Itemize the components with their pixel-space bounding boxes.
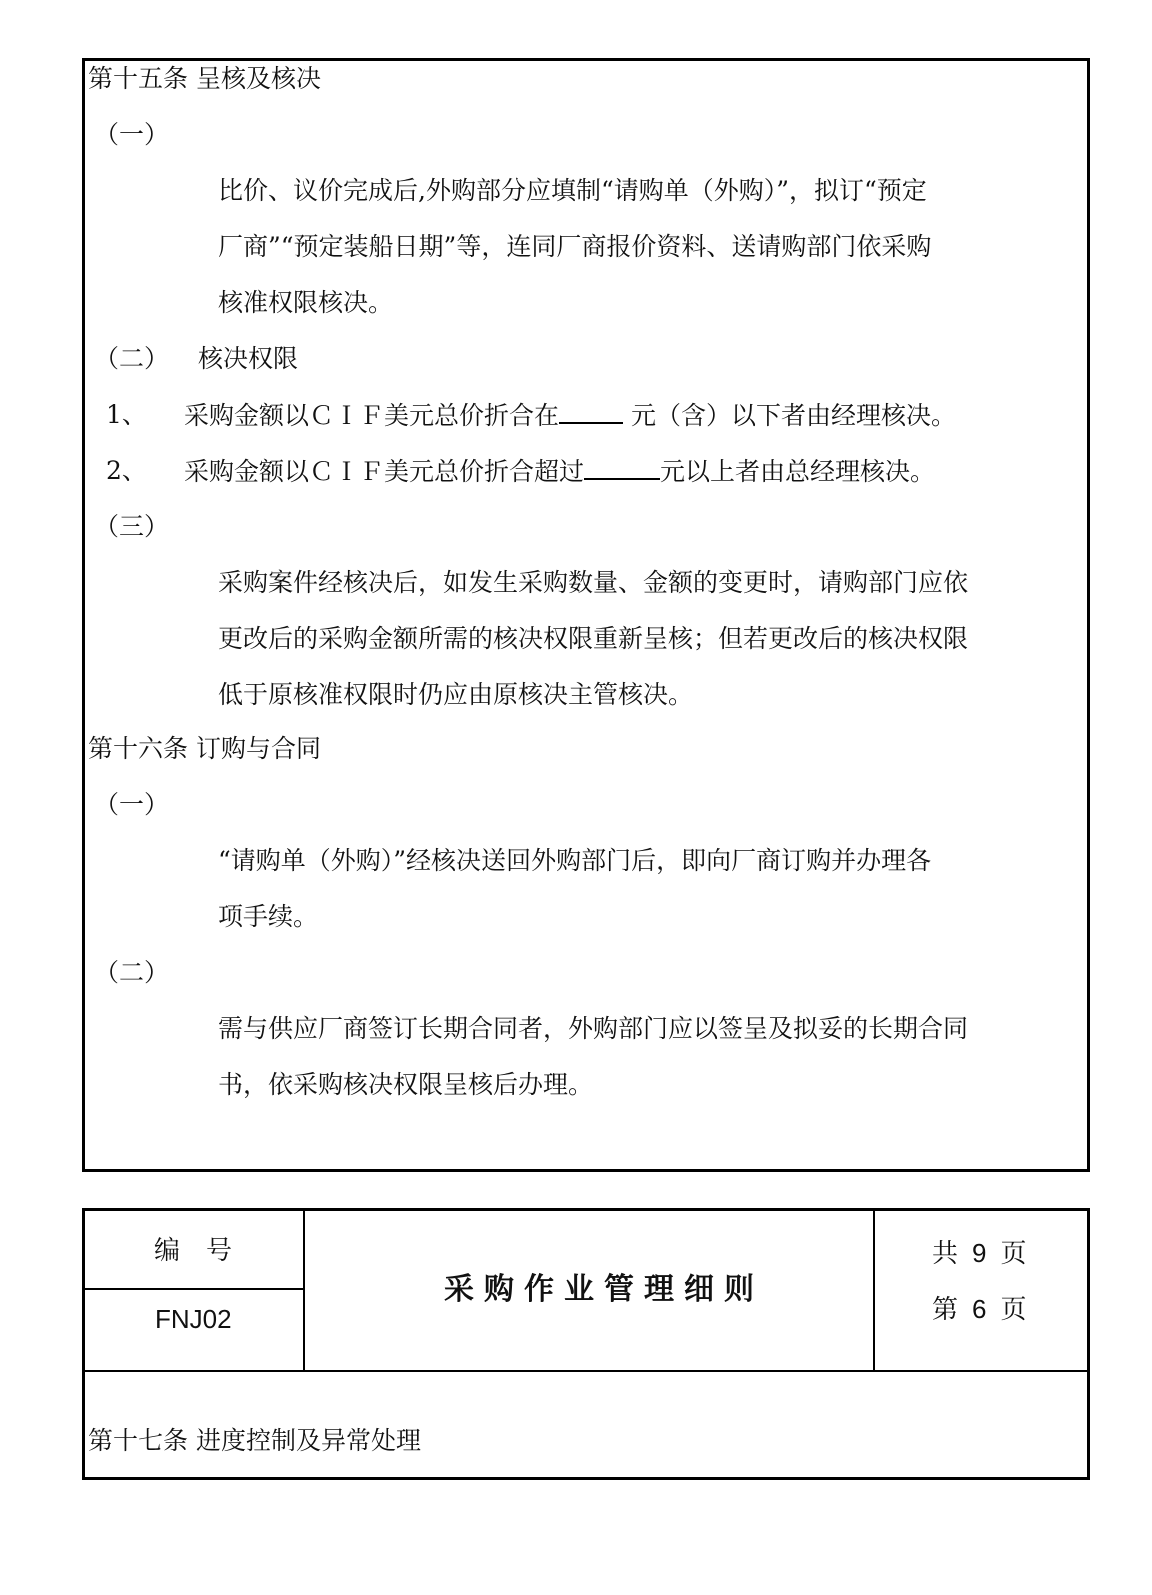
header-bottom-divider [84,1370,1088,1372]
section-16-item-1-line-2: 项手续。 [218,902,319,931]
document-number-value: FNJ02 [155,1304,232,1334]
rule-1-text [184,400,956,431]
section-15-item-1-line-2: 厂商”“预定装船日期”等，连同厂商报价资料、送请购部门依采购 [218,232,932,261]
total-pages [932,1238,1027,1269]
section-16-item-1-label: （一） [94,790,170,819]
section-16-item-2-line-1: 需与供应厂商签订长期合同者，外购部门应以签呈及拟妥的长期合同 [218,1014,969,1043]
document-title: 采购作业管理细则 [444,1272,764,1307]
rule-1-text-end: 元（含）以下者由经理核决。 [623,401,956,430]
total-pages-value: 9 [972,1238,987,1268]
section-16-item-2-label: （二） [94,958,170,987]
header-divider-left [303,1210,305,1370]
section-15-item-1-line-1: 比价、议价完成后,外购部分应填制“请购单（外购）”，拟订“预定 [218,176,927,205]
section-16-item-1-line-1: “请购单（外购）”经核决送回外购部门后，即向厂商订购并办理各 [218,846,932,875]
total-pages-prefix: 共 [932,1239,959,1269]
section-15-item-1-line-3: 核准权限核决。 [218,288,394,317]
section-17-heading: 第十七条 进度控制及异常处理 [88,1426,421,1455]
section-15-heading: 第十五条 呈核及核决 [88,64,321,93]
section-15-item-2-title: 核决权限 [198,344,299,373]
section-15-item-1-label: （一） [94,120,170,149]
rule-2-number: 2、 [106,456,147,485]
rule-1-text-start: 采购金额以ＣＩＦ美元总价折合在 [184,401,560,430]
document-number-label: 编 号 [154,1236,233,1266]
current-page-suffix: 页 [1000,1295,1027,1325]
section-15-item-2-label: （二） [94,344,170,373]
section-15-item-3-line-1: 采购案件经核决后，如发生采购数量、金额的变更时，请购部门应依 [218,568,969,597]
section-15-item-3-line-3: 低于原核准权限时仍应由原核决主管核决。 [218,680,694,709]
main-content-box [82,58,1090,1172]
rule-2-text [184,456,935,487]
section-16-heading: 第十六条 订购与合同 [88,734,321,763]
current-page-value: 6 [972,1294,987,1324]
header-number-divider [84,1288,304,1290]
rule-2-text-end: 元以上者由总经理核决。 [660,457,936,486]
header-divider-right [873,1210,875,1370]
rule-2-text-start: 采购金额以ＣＩＦ美元总价折合超过 [184,457,585,486]
section-15-item-3-label: （三） [94,512,170,541]
current-page [932,1294,1027,1325]
section-16-item-2-line-2: 书，依采购核决权限呈核后办理。 [218,1070,594,1099]
section-15-item-3-line-2: 更改后的采购金额所需的核决权限重新呈核；但若更改后的核决权限 [218,624,969,653]
total-pages-suffix: 页 [1000,1239,1027,1269]
rule-2-amount-blank [584,456,660,480]
rule-1-number: 1、 [106,400,147,429]
current-page-prefix: 第 [932,1295,959,1325]
rule-1-amount-blank [559,400,623,424]
